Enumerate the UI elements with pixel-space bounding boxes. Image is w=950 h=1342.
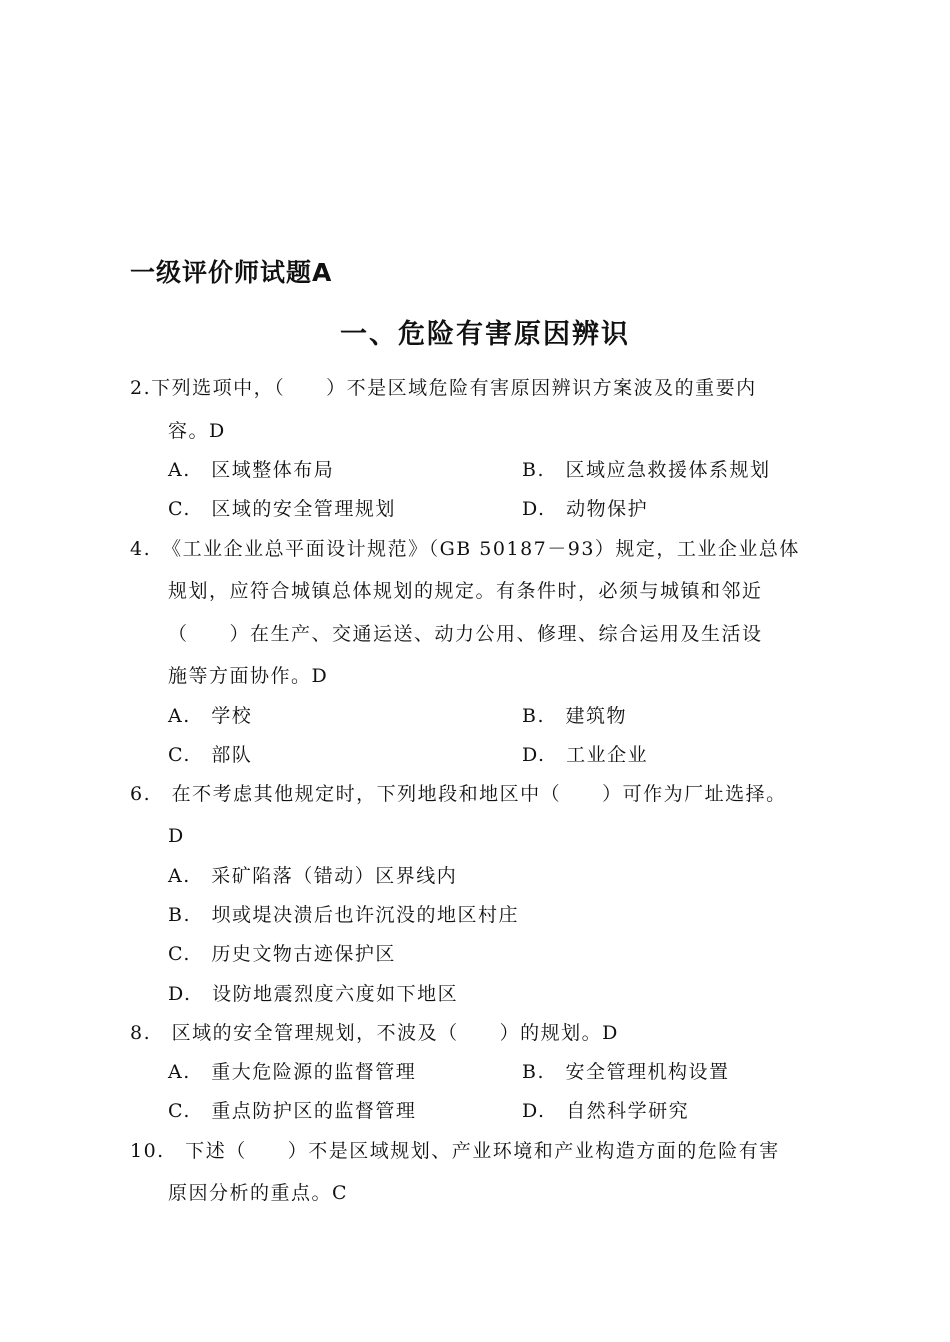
question-8-option-c: C. 重点防护区的监督管理: [168, 1100, 417, 1122]
question-6-option-a: A. 采矿陷落（错动）区界线内: [168, 865, 458, 887]
document-title: 一级评价师试题A: [130, 258, 333, 287]
question-6-option-b: B. 坝或堤决溃后也许沉没的地区村庄: [168, 904, 520, 926]
question-2-text-cont: 容。D: [168, 420, 226, 442]
question-4-option-a: A. 学校: [168, 705, 253, 727]
question-8-option-d: D. 自然科学研究: [522, 1100, 690, 1122]
question-8-text: 8. 区域的安全管理规划，不波及（ ）的规划。D: [130, 1022, 619, 1044]
question-2-option-a: A. 区域整体布局: [168, 459, 335, 481]
section-heading: 一、危险有害原因辨识: [340, 319, 630, 350]
question-6-text-cont: D: [168, 825, 185, 847]
question-4-text-cont-3: 施等方面协作。D: [168, 665, 329, 687]
question-4-option-d: D. 工业企业: [522, 744, 649, 766]
question-4-option-c: C. 部队: [168, 744, 253, 766]
question-6-option-d: D. 设防地震烈度六度如下地区: [168, 983, 459, 1005]
question-2-option-d: D. 动物保护: [522, 498, 649, 520]
question-8-option-a: A. 重大危险源的监督管理: [168, 1061, 417, 1083]
question-2-text: 2.下列选项中，（ ）不是区域危险有害原因辨识方案波及的重要内: [130, 377, 757, 399]
question-6-text: 6. 在不考虑其他规定时，下列地段和地区中（ ）可作为厂址选择。: [130, 783, 787, 805]
question-4-text-cont-2: （ ）在生产、交通运送、动力公用、修理、综合运用及生活设: [168, 623, 763, 645]
question-10-text-cont: 原因分析的重点。C: [168, 1182, 349, 1204]
question-2-option-b: B. 区域应急救援体系规划: [522, 459, 771, 481]
question-8-option-b: B. 安全管理机构设置: [522, 1061, 730, 1083]
question-6-option-c: C. 历史文物古迹保护区: [168, 943, 396, 965]
question-4-text-cont-1: 规划，应符合城镇总体规划的规定。有条件时，必须与城镇和邻近: [168, 580, 763, 602]
question-4-text: 4. 《工业企业总平面设计规范》（GB 50187－93）规定，工业企业总体: [130, 538, 800, 560]
question-2-option-c: C. 区域的安全管理规划: [168, 498, 396, 520]
question-4-option-b: B. 建筑物: [522, 705, 628, 727]
question-10-text: 10. 下述（ ）不是区域规划、产业环境和产业构造方面的危险有害: [130, 1140, 780, 1162]
